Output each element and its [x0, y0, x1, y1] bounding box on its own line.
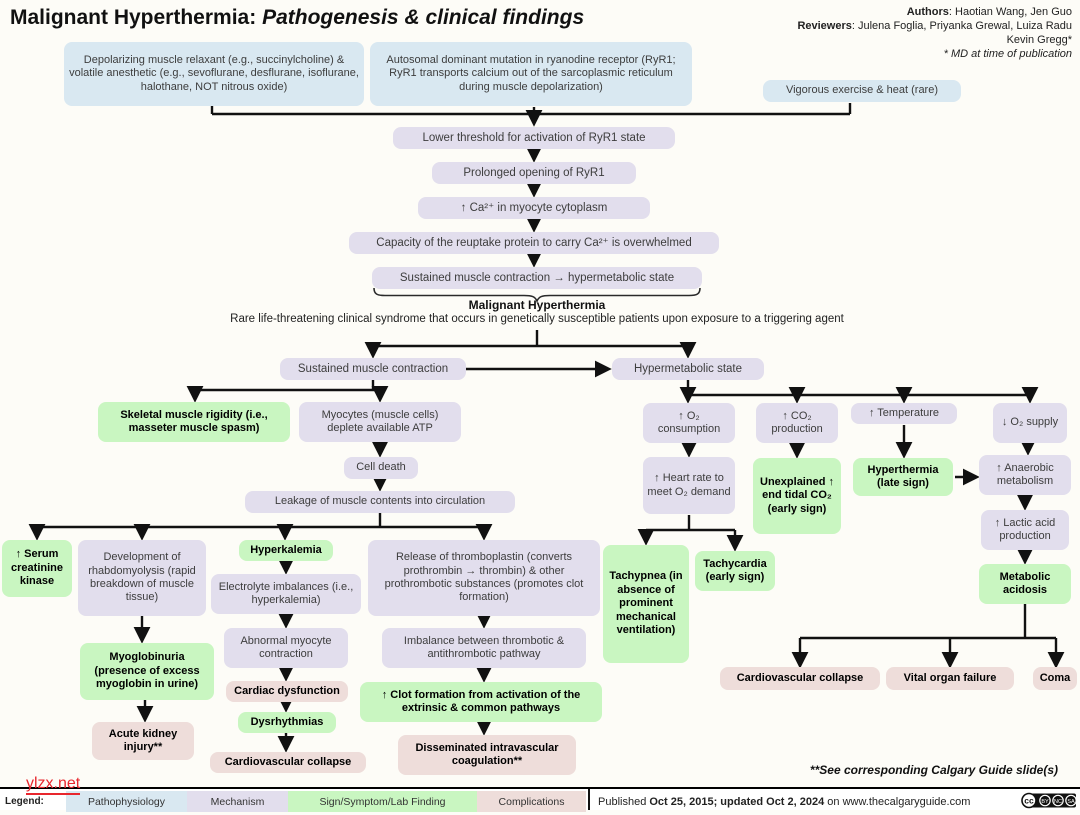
node-ca-cytoplasm: ↑ Ca²⁺ in myocyte cytoplasm [418, 197, 650, 219]
node-prolonged-opening: Prolonged opening of RyR1 [432, 162, 636, 184]
svg-text:cc: cc [1024, 795, 1034, 806]
reviewers-line: Reviewers: Julena Foglia, Priyanka Grewal, Luiza Radu [797, 20, 1072, 32]
legend-bar [0, 787, 1080, 810]
node-heart-rate: ↑ Heart rate to meet O₂ demand [643, 457, 735, 514]
node-reuptake-overwhelmed: Capacity of the reuptake protein to carry Ca²⁺ is overwhelmed [349, 232, 719, 254]
node-trigger-mutation: Autosomal dominant mutation in ryanodine receptor (RyR1; RyR1 transports calcium out of the sarcoplasmic reticulum during muscle depolarization) [370, 42, 692, 106]
svg-text:SA: SA [1067, 798, 1075, 805]
node-vital-organ-failure: Vital organ failure [886, 667, 1014, 690]
node-tachycardia: Tachycardia (early sign) [695, 551, 775, 591]
legend-mechanism: Mechanism [187, 791, 288, 812]
published-line: Published Oct 25, 2015; updated Oct 2, 2024 on www.thecalgaryguide.com [598, 795, 971, 808]
credits-block [797, 5, 1072, 61]
node-electrolyte-imbalance: Electrolyte imbalances (i.e., hyperkalemia) [211, 574, 361, 614]
node-sustained-contraction: Sustained muscle contraction [280, 358, 466, 380]
node-cardiovascular-collapse-left: Cardiovascular collapse [210, 752, 366, 773]
node-cell-death: Cell death [344, 457, 418, 479]
node-leakage: Leakage of muscle contents into circulation [245, 491, 515, 513]
node-lactic-acid: ↑ Lactic acid production [981, 510, 1069, 550]
node-dysrhythmias: Dysrhythmias [238, 712, 336, 733]
node-co2-production: ↑ CO₂ production [756, 403, 838, 443]
page-title [10, 6, 584, 30]
footer-divider [588, 789, 590, 810]
node-metabolic-acidosis: Metabolic acidosis [979, 564, 1071, 604]
mh-heading: Malignant Hyperthermia [468, 298, 606, 312]
node-serum-ck: ↑ Serum creatinine kinase [2, 540, 72, 597]
node-tachypnea: Tachypnea (in absence of prominent mechanical ventilation) [603, 545, 689, 663]
node-hyperkalemia: Hyperkalemia [239, 540, 333, 561]
node-anaerobic-metabolism: ↑ Anaerobic metabolism [979, 455, 1071, 495]
node-o2-supply: ↓ O₂ supply [993, 403, 1067, 443]
node-sustained-hypermetabolic: Sustained muscle contraction → hypermetabolic state [372, 267, 702, 289]
watermark-link: ylzx.net [26, 775, 80, 795]
node-acute-kidney-injury: Acute kidney injury** [92, 722, 194, 760]
node-cardiovascular-collapse-right: Cardiovascular collapse [720, 667, 880, 690]
legend-pathophysiology: Pathophysiology [66, 791, 187, 812]
legend-sign-symptom: Sign/Symptom/Lab Finding [288, 791, 477, 812]
node-skeletal-rigidity: Skeletal muscle rigidity (i.e., masseter muscle spasm) [98, 402, 290, 442]
page-title-main: Malignant Hyperthermia: [10, 6, 257, 29]
svg-text:BY: BY [1041, 798, 1049, 805]
legend-label: Legend: [5, 796, 44, 807]
node-myoglobinuria: Myoglobinuria (presence of excess myoglobin in urine) [80, 643, 214, 700]
mh-description: Rare life-threatening clinical syndrome that occurs in genetically susceptible patients upon exposure to a triggering agent [230, 313, 844, 325]
node-imbalance-thrombotic: Imbalance between thrombotic & antithrombotic pathway [382, 628, 586, 668]
node-dic: Disseminated intravascular coagulation** [398, 735, 576, 775]
node-clot-formation: ↑ Clot formation from activation of the extrinsic & common pathways [360, 682, 602, 722]
cc-license-icon [1019, 791, 1077, 815]
node-myocytes-atp: Myocytes (muscle cells) deplete available ATP [299, 402, 461, 442]
node-trigger-exercise: Vigorous exercise & heat (rare) [763, 80, 961, 102]
node-end-tidal-co2: Unexplained ↑ end tidal CO₂ (early sign) [753, 458, 841, 534]
node-o2-consumption: ↑ O₂ consumption [643, 403, 735, 443]
node-thromboplastin: Release of thromboplastin (converts prothrombin → thrombin) & other prothrombotic substances (promotes clot formation) [368, 540, 600, 616]
node-hyperthermia-late: Hyperthermia (late sign) [853, 458, 953, 496]
node-hypermetabolic-state: Hypermetabolic state [612, 358, 764, 380]
see-note: **See corresponding Calgary Guide slide(s) [809, 763, 1058, 777]
node-lower-threshold: Lower threshold for activation of RyR1 state [393, 127, 675, 149]
node-cardiac-dysfunction: Cardiac dysfunction [226, 681, 348, 702]
md-note: * MD at time of publication [943, 48, 1072, 60]
authors-line: Authors: Haotian Wang, Jen Guo [906, 6, 1072, 18]
node-trigger-anesthetic: Depolarizing muscle relaxant (e.g., succinylcholine) & volatile anesthetic (e.g., sevoflurane, desflurane, isoflurane, halothane, NOT nitrous oxide) [64, 42, 364, 106]
svg-text:NC: NC [1054, 798, 1062, 805]
node-abnormal-myocyte: Abnormal myocyte contraction [224, 628, 348, 668]
node-rhabdomyolysis: Development of rhabdomyolysis (rapid breakdown of muscle tissue) [78, 540, 206, 616]
page-title-subtopic: Pathogenesis & clinical findings [262, 6, 585, 29]
reviewer-extra-line: Kevin Gregg* [1006, 34, 1072, 46]
legend-complications: Complications [477, 791, 586, 812]
node-temperature: ↑ Temperature [851, 403, 957, 424]
node-coma: Coma [1033, 667, 1077, 690]
